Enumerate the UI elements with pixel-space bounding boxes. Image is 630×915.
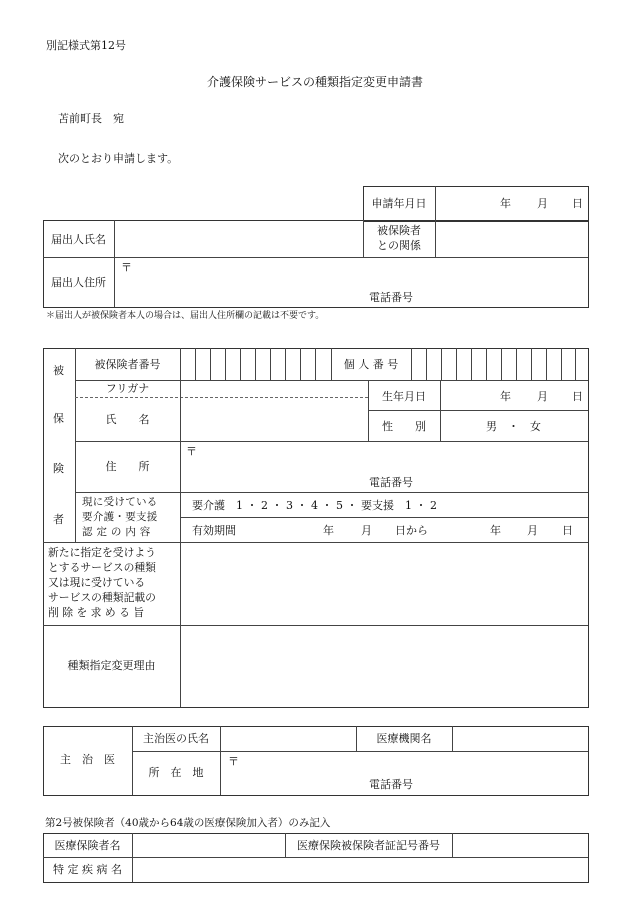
valid-from-day: 日から bbox=[395, 524, 428, 537]
applicant-postal-mark: 〒 bbox=[121, 261, 132, 274]
furigana-label: フリガナ bbox=[105, 382, 150, 395]
insured-number-label: 被保険者番号 bbox=[94, 358, 161, 371]
date-year-unit: 年 bbox=[500, 197, 511, 210]
type2-heading: 第2号被保険者（40歳から64歳の医療保険加入者）のみ記入 bbox=[45, 817, 331, 829]
birth-month-unit: 月 bbox=[537, 390, 548, 403]
furigana-field[interactable] bbox=[181, 381, 367, 396]
applicant-address-label: 届出人住所 bbox=[51, 276, 106, 289]
location-label: 所 在 地 bbox=[148, 766, 204, 779]
side-label-ken: 険 bbox=[53, 462, 64, 475]
applicant-phone-field[interactable] bbox=[420, 289, 586, 305]
service-label-line3: 又は現に受けている bbox=[48, 576, 146, 589]
side-label-sha: 者 bbox=[53, 513, 64, 526]
applicant-name-field[interactable] bbox=[115, 221, 362, 256]
application-date-label: 申請年月日 bbox=[371, 197, 427, 210]
cert-label-line1: 現に受けている bbox=[82, 496, 158, 508]
valid-to-day: 日 bbox=[562, 524, 573, 537]
cert-number-field[interactable] bbox=[453, 834, 586, 856]
insured-phone-label: 電話番号 bbox=[369, 476, 413, 489]
birth-day-unit: 日 bbox=[572, 390, 583, 403]
doctor-phone-label: 電話番号 bbox=[369, 778, 413, 791]
doctor-side-label: 主 治 医 bbox=[60, 753, 115, 766]
insured-address-field[interactable] bbox=[200, 442, 586, 472]
location-field[interactable] bbox=[242, 752, 586, 774]
institution-field[interactable] bbox=[453, 727, 586, 750]
insured-name-field[interactable] bbox=[181, 398, 367, 440]
side-label-hi: 被 bbox=[53, 364, 64, 377]
applicant-name-label: 届出人氏名 bbox=[51, 233, 106, 246]
service-label-line4: サービスの種類記載の bbox=[48, 591, 156, 604]
birth-date-label: 生年月日 bbox=[382, 390, 426, 403]
applicant-address-field[interactable] bbox=[134, 258, 586, 288]
service-label-line2: とするサービスの種類 bbox=[48, 561, 156, 574]
personal-number-field[interactable] bbox=[412, 349, 586, 379]
care-level-options[interactable]: 要介護 1 ・ 2 ・ 3 ・ 4 ・ 5 ・ 要支援 1 ・ 2 bbox=[192, 499, 437, 512]
date-month-unit: 月 bbox=[537, 197, 548, 210]
valid-to-month: 月 bbox=[527, 524, 538, 537]
valid-to-year: 年 bbox=[490, 524, 501, 537]
service-label-line1: 新たに指定を受けよう bbox=[48, 546, 156, 559]
relation-field[interactable] bbox=[436, 221, 586, 256]
insured-postal-mark: 〒 bbox=[186, 445, 197, 458]
valid-from-month: 月 bbox=[361, 524, 372, 537]
form-number: 別記様式第12号 bbox=[46, 39, 126, 52]
service-type-field[interactable] bbox=[181, 543, 586, 624]
insured-address-label: 住 所 bbox=[105, 460, 150, 473]
cert-label-line2: 要介護・要支援 bbox=[82, 511, 158, 523]
change-reason-field[interactable] bbox=[181, 626, 586, 705]
form-title: 介護保険サービスの種類指定変更申請書 bbox=[206, 75, 423, 89]
doctor-phone-field[interactable] bbox=[420, 776, 586, 793]
sex-options[interactable]: 男 ・ 女 bbox=[486, 420, 541, 433]
side-label-ho: 保 bbox=[53, 412, 64, 425]
personal-number-label: 個 人 番 号 bbox=[343, 358, 399, 371]
change-reason-label: 種類指定変更理由 bbox=[67, 659, 156, 672]
insured-name-label: 氏 名 bbox=[105, 413, 150, 426]
valid-period-label: 有効期間 bbox=[192, 524, 236, 537]
service-label-line5: 削 除 を 求 め る 旨 bbox=[48, 606, 145, 619]
cert-label-line3: 認 定 の 内 容 bbox=[82, 526, 151, 538]
insured-phone-field[interactable] bbox=[420, 474, 586, 491]
institution-label: 医療機関名 bbox=[376, 732, 432, 745]
doctor-name-field[interactable] bbox=[221, 727, 355, 750]
disease-name-field[interactable] bbox=[133, 858, 586, 880]
applicant-phone-label: 電話番号 bbox=[369, 291, 413, 304]
addressee: 苫前町長 宛 bbox=[58, 112, 124, 125]
valid-from-year: 年 bbox=[323, 524, 334, 537]
insurer-name-field[interactable] bbox=[133, 834, 284, 856]
insured-number-field[interactable] bbox=[181, 349, 330, 379]
doctor-postal-mark: 〒 bbox=[228, 755, 239, 768]
doctor-name-label: 主治医の氏名 bbox=[143, 732, 209, 745]
date-day-unit: 日 bbox=[572, 197, 583, 210]
intro-text: 次のとおり申請します。 bbox=[58, 152, 179, 165]
relation-label-line1: 被保険者 bbox=[377, 224, 421, 237]
sex-label: 性 別 bbox=[382, 420, 426, 433]
disease-name-label: 特 定 疾 病 名 bbox=[53, 863, 122, 876]
cert-number-label: 医療保険被保険者証記号番号 bbox=[297, 839, 440, 852]
birth-year-unit: 年 bbox=[500, 390, 511, 403]
insurer-name-label: 医療保険者名 bbox=[54, 839, 121, 852]
applicant-note: ＊届出人が被保険者本人の場合は、届出人住所欄の記載は不要です。 bbox=[46, 311, 325, 321]
relation-label-line2: との関係 bbox=[377, 239, 421, 252]
